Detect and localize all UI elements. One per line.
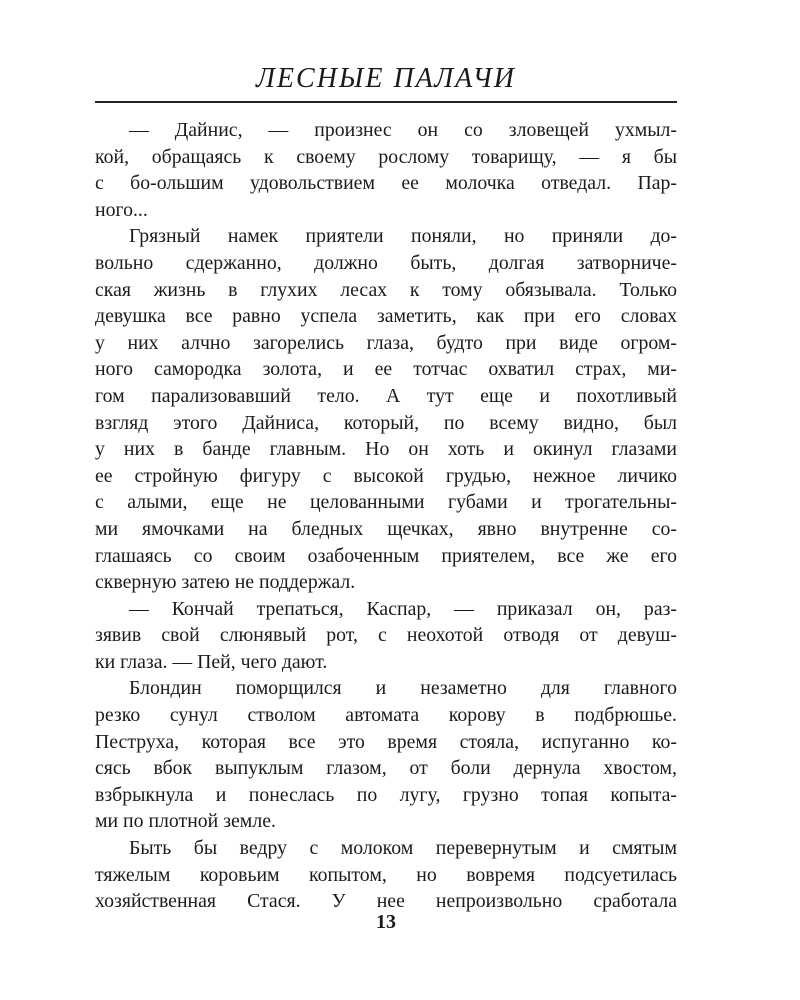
text-line: — Кончай трепаться, Каспар, — приказал он, раз- xyxy=(129,597,677,620)
text-line: ская жизнь в глухих лесах к тому обязывала. Только xyxy=(95,278,677,301)
text-line: зявив свой слюнявый рот, с неохотой отводя от девуш- xyxy=(95,624,677,647)
text-line: с алыми, еще не целованными губами и трогательны- xyxy=(95,491,677,514)
paragraph xyxy=(95,596,677,676)
text-line: у них в банде главным. Но он хоть и окинул глазами xyxy=(95,438,677,461)
text-line: Быть бы ведру с молоком перевернутым и смятым xyxy=(129,837,677,860)
text-line: взгляд этого Дайниса, который, по всему видно, был xyxy=(95,411,677,434)
text-line: хозяйственная Стася. У нее непроизвольно сработала xyxy=(95,890,677,913)
text-line: скверную затею не поддержал. xyxy=(95,571,356,594)
header-rule xyxy=(95,101,677,103)
text-line: девушка все равно успела заметить, как при его словах xyxy=(95,305,677,328)
text-line: кой, обращаясь к своему рослому товарищу, — я бы xyxy=(95,145,677,168)
text-line: резко сунул стволом автомата корову в подбрюшье. xyxy=(95,704,677,727)
text-line: ми по плотной земле. xyxy=(95,810,276,833)
text-line: с бо-ольшим удовольствием ее молочка отведал. Пар- xyxy=(95,172,677,195)
text-line: гом парализовавший тело. А тут еще и похотливый xyxy=(95,384,677,407)
text-line: ки глаза. — Пей, чего дают. xyxy=(95,650,328,673)
running-title: ЛЕСНЫЕ ПАЛАЧИ xyxy=(255,63,517,94)
text-line: ее стройную фигуру с высокой грудью, нежное личико xyxy=(95,464,677,487)
text-line: — Дайнис, — произнес он со зловещей ухмыл- xyxy=(129,119,677,141)
text-line: взбрыкнула и понеслась по лугу, грузно топая копыта- xyxy=(95,783,677,806)
paragraph xyxy=(95,117,677,223)
body-text xyxy=(95,117,677,915)
paragraph xyxy=(95,835,677,915)
page-number: 13 xyxy=(376,911,396,933)
text-line: ного самородка золота, и ее тотчас охватил страх, ми- xyxy=(95,358,677,381)
text-line: вольно сдержанно, должно быть, долгая затворниче- xyxy=(95,251,677,274)
text-line: сясь вбок выпуклым глазом, от боли дернула хвостом, xyxy=(95,757,677,780)
paragraph xyxy=(95,675,677,835)
text-line: ного... xyxy=(95,198,148,221)
text-line: ми ямочками на бледных щечках, явно внутренне со- xyxy=(95,517,677,540)
text-line: глашаясь со своим озабоченным приятелем, все же его xyxy=(95,544,677,567)
text-line: тяжелым коровьим копытом, но вовремя подсуетилась xyxy=(95,863,677,886)
text-line: у них алчно загорелись глаза, будто при виде огром- xyxy=(95,331,677,354)
paragraph xyxy=(95,223,677,595)
text-line: Грязный намек приятели поняли, но приняли до- xyxy=(129,225,677,248)
text-line: Пеструха, которая все это время стояла, испуганно ко- xyxy=(95,730,677,753)
text-line: Блондин поморщился и незаметно для главного xyxy=(129,677,677,700)
